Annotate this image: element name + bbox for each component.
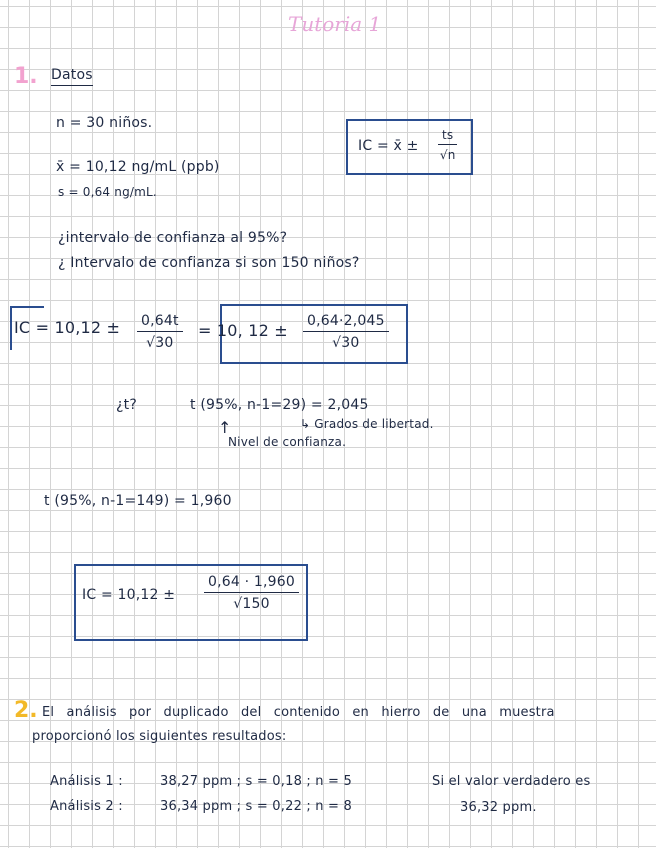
note-confidence-level: Nivel de confianza.: [228, 435, 347, 449]
question-2: ¿ Intervalo de confianza si son 150 niños?: [58, 255, 360, 271]
eq2-denominator: √150: [233, 596, 270, 612]
eq1-fraction-2-numerator: 0,64·2,045: [303, 313, 389, 332]
eq2-fraction: [204, 574, 299, 612]
formula-denominator: √n: [439, 148, 456, 162]
question-1: ¿intervalo de confianza al 95%?: [58, 230, 288, 246]
formula-fraction: [438, 128, 457, 162]
section-1-heading: Datos: [51, 68, 93, 86]
true-value-line-1: Si el valor verdadero es: [432, 774, 591, 789]
eq1-fraction-1-denominator: √30: [146, 335, 174, 351]
eq1-fraction-2-denominator: √30: [332, 335, 360, 351]
s-line: s = 0,64 ng/mL.: [58, 185, 157, 199]
analysis-2-values: 36,34 ppm ; s = 0,22 ; n = 8: [160, 799, 352, 814]
true-value-line-2: 36,32 ppm.: [460, 800, 537, 815]
analysis-2-label: Análisis 2 :: [50, 799, 123, 814]
analysis-1-values: 38,27 ppm ; s = 0,18 ; n = 5: [160, 774, 352, 789]
analysis-1-label: Análisis 1 :: [50, 774, 123, 789]
eq1-equals: = 10, 12 ±: [198, 321, 288, 340]
formula-box: [346, 119, 473, 175]
section-1-number: 1.: [14, 64, 38, 89]
t-question: ¿t?: [116, 397, 137, 413]
section-2-number: 2.: [14, 698, 38, 723]
formula-numerator: ts: [438, 128, 457, 145]
formula-lhs: IC = x̄ ±: [358, 138, 419, 154]
t-value-29: t (95%, n-1=29) = 2,045: [190, 397, 369, 413]
n-line: n = 30 niños.: [56, 115, 153, 131]
mean-line: x̄ = 10,12 ng/mL (ppb): [56, 159, 220, 175]
eq2-numerator: 0,64 · 1,960: [204, 574, 299, 593]
page-title: Tutoria 1: [288, 12, 382, 36]
eq1-fraction-1: [137, 313, 183, 351]
eq1-fraction-2: [303, 313, 389, 351]
section-2-line-2: proporcionó los siguientes resultados:: [32, 729, 287, 744]
eq2-lhs: IC = 10,12 ±: [82, 587, 176, 603]
note-degrees-of-freedom: ↳ Grados de libertad.: [300, 417, 434, 431]
eq1-fraction-1-numerator: 0,64t: [137, 313, 183, 332]
t-value-149: t (95%, n-1=149) = 1,960: [44, 493, 232, 509]
section-2-line-1: El análisis por duplicado del contenido en hierro de una muestra: [42, 705, 555, 720]
arrow-up-icon: ↑: [218, 418, 232, 437]
eq2-box: [74, 564, 308, 641]
eq1-lhs: IC = 10,12 ±: [14, 318, 121, 337]
